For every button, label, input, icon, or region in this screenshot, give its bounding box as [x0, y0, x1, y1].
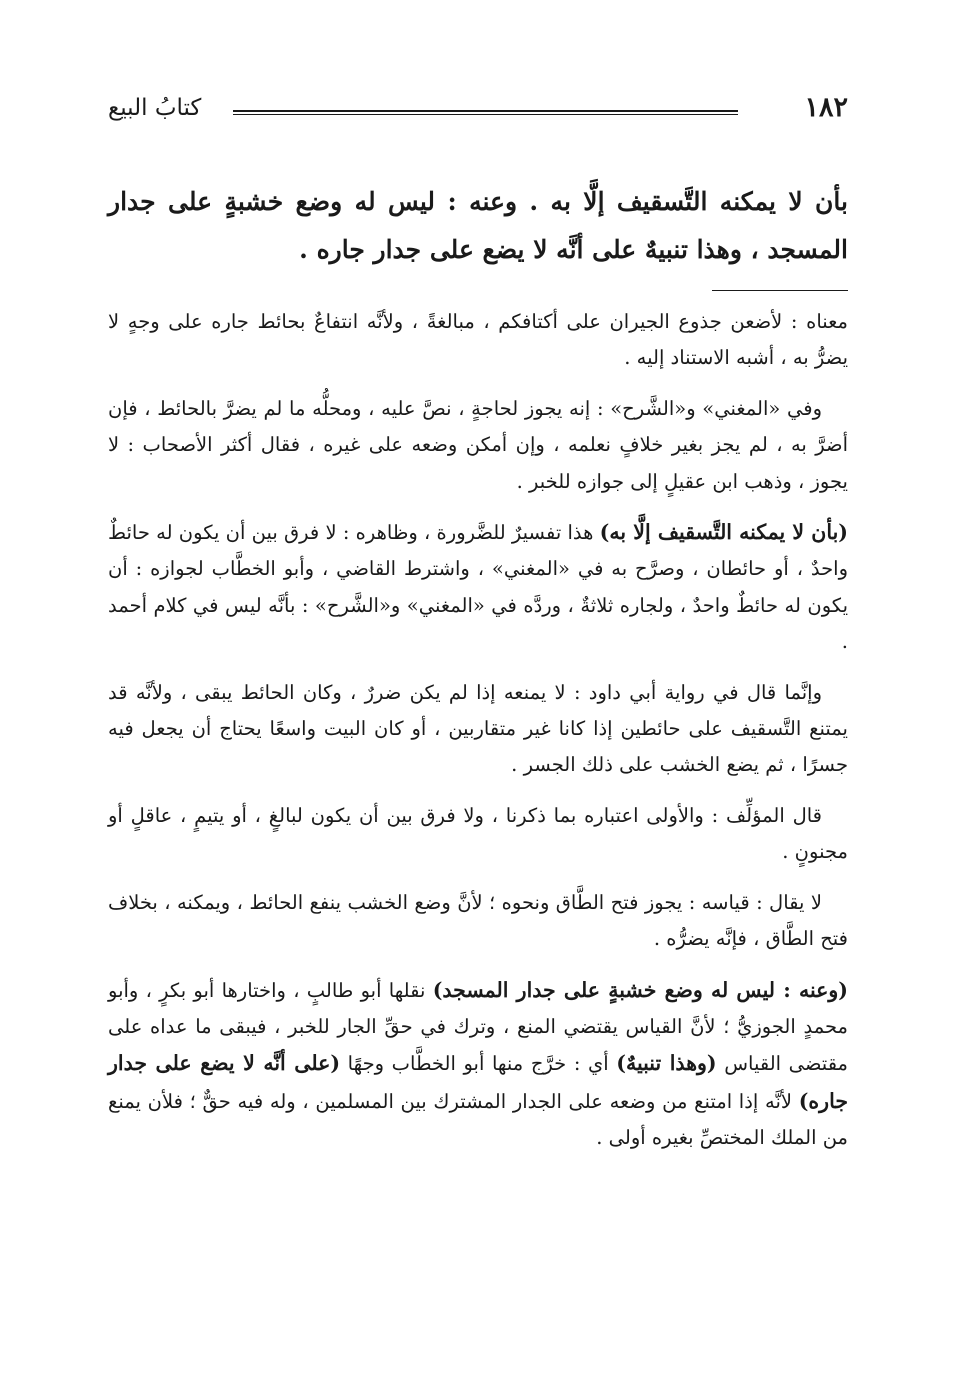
commentary-paragraph-3 — [108, 514, 848, 661]
commentary — [108, 304, 848, 1171]
commentary-text: لأنَّه إذا امتنع من وضعه على الجدار المشترك بين المسلمين ، وله فيه حقٌّ ؛ فلأن يمنع من الملك المختصِّ بغيره أولى . — [108, 1089, 848, 1150]
commentary-paragraph-7 — [108, 972, 848, 1157]
commentary-text: هذا تفسيرٌ للضَّرورة ، وظاهره : لا فرق بين أن يكون له حائطٌ واحدٌ ، أو حائطان ، وصرَّح به في «المغني» ، واشترط القاضي ، وأبو الخطَّاب لجوازه : أن يكون له حائطٌ واحدٌ ، ولجاره ثلاثةٌ ، وردَّه في «المغني» و«الشَّرح» : بأنَّه ليس في كلام أحمد . — [108, 521, 848, 654]
quoted-matn: (بأن لا يمكنه التَّسقيف إلَّا به) — [599, 520, 848, 545]
commentary-paragraph-2: وفي «المغني» و«الشَّرح» : إنه يجوز لحاجةٍ ، نصَّ عليه ، ومحلُّه ما لم يضرَّ بالحائط ، فإن أضرَّ به ، لم يجز بغير خلافٍ نعلمه ، وإن أمكن وضعه على غيره ، فقال أكثر الأصحاب : لا يجوز ، وذهب ابن عقيلٍ إلى جوازه للخبر . — [108, 396, 848, 493]
commentary-text: أي : خرَّج منها أبو الخطَّاب وجهًا — [340, 1052, 617, 1076]
running-title: كتابُ البيع — [108, 95, 202, 121]
matn-text: بأن لا يمكنه التَّسقيف إلَّا به . وعنه : ليس له وضع خشبةٍ على جدار المسجد ، وهذا تنبيهٌ على أنَّه لا يضع على جدار جاره . — [108, 187, 848, 264]
commentary-paragraph-1: معناه : لأضعن جذوع الجيران على أكتافكم ، مبالغةً ، ولأنَّه انتفاعٌ بحائط جاره على وجهٍ لا يضرُّ به ، أشبه الاستناد إليه . — [108, 310, 848, 370]
commentary-paragraph-6: لا يقال : قياسه : يجوز فتح الطَّاق ونحوه ؛ لأنَّ وضع الخشب ينفع الحائط ، ويمكنه ، بخلاف فتح الطَّاق ، فإنَّه يضرُّه . — [108, 890, 848, 951]
quoted-matn: (وهذا تنبيهٌ) — [616, 1051, 717, 1076]
commentary-paragraph-4: وإنَّما قال في رواية أبي داود : لا يمنعه إذا لم يكن ضررٌ ، وكان الحائط يبقى ، ولأنَّه قد يمتنع التَّسقيف على حائطين إذا كانا غير متقاربين ، أو كان البيت واسعًا يحتاج أن يجعل فيه جسرًا ، ثم يضع الخشب على ذلك الجسر . — [108, 680, 848, 777]
footnote-divider — [712, 290, 848, 291]
page-number: ١٨٢ — [804, 92, 848, 123]
quoted-matn: (وعنه : ليس له وضع خشبةٍ على جدار المسجد) — [432, 977, 848, 1002]
quoted-matn: (على أنَّه لا يضع على جدار جاره) — [108, 1051, 848, 1113]
page-header — [108, 88, 848, 128]
header-rule — [233, 110, 738, 115]
commentary-text: نقلها أبو طالبٍ ، واختارها أبو بكرٍ ، وأبو محمدٍ الجوزيُّ ؛ لأنَّ القياس يقتضي المنع ، وترك في حقِّ الجار للخبر ، فيبقى ما عداه على مقتضى القياس — [108, 978, 848, 1076]
commentary-paragraph-5: قال المؤلِّف : والأولى اعتباره بما ذكرنا ، ولا فرق بين أن يكون لبالغٍ ، أو يتيمٍ ، عاقلٍ أو مجنونٍ . — [108, 803, 848, 864]
